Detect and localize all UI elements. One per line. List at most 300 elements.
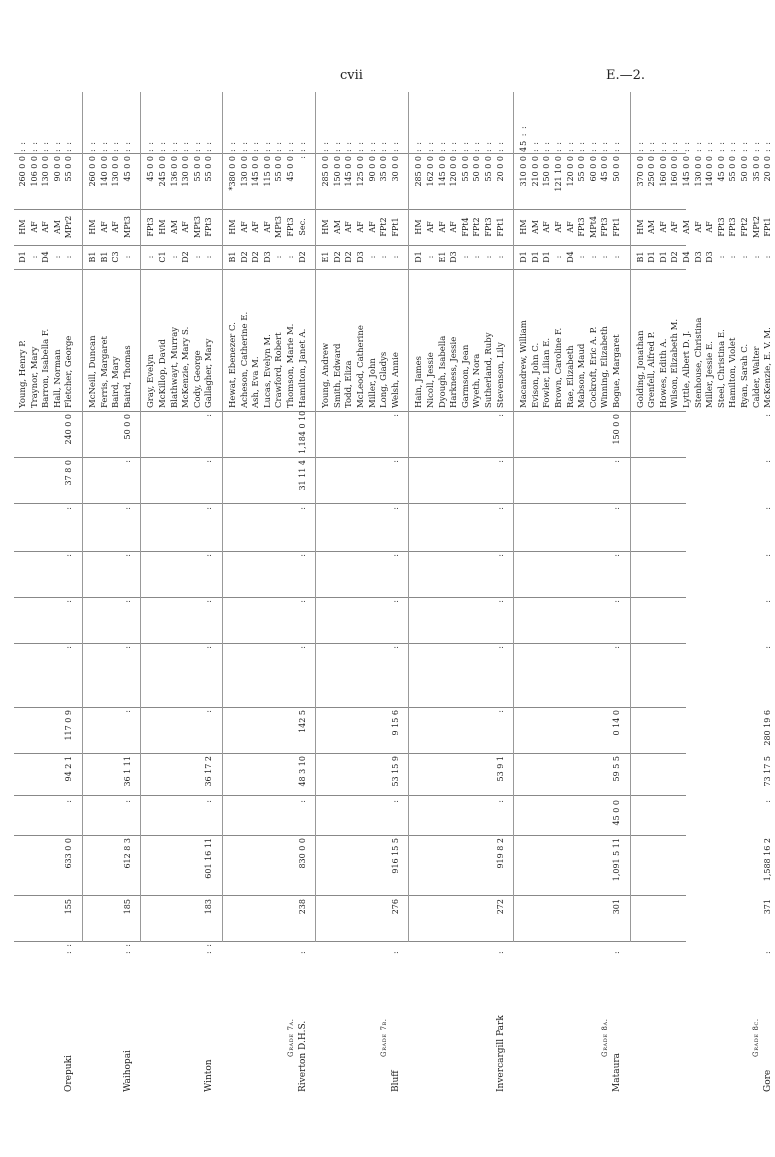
allowance-cell: : : (379, 141, 389, 152)
salary-cell: 45 0 0 (716, 156, 726, 182)
staff-row (449, 92, 461, 1092)
value-cell: : (297, 646, 307, 649)
value-cell: 73 17 5 (763, 756, 773, 787)
salary-cell: 45 0 0 (600, 156, 610, 182)
staff-name: Bogue, Margaret (611, 334, 622, 408)
position-cell: FPt2 (472, 217, 482, 237)
certificate-cell: D3 (705, 251, 715, 263)
staff-row (728, 92, 740, 1092)
staff-row (158, 92, 170, 1092)
position-cell: MPt2 (751, 216, 761, 238)
value-cell: 9 15 6 (390, 710, 400, 736)
staff-row (170, 92, 182, 1092)
staff-row (379, 92, 391, 1092)
salary-cell: 20 0 0 (763, 156, 773, 182)
staff-row (636, 92, 648, 1092)
school-name: Riverton D.H.S. (297, 1020, 308, 1092)
staff-name: Long, Gladys (379, 351, 390, 408)
staff-name: Steel, Christina E. (716, 329, 727, 408)
certificate-cell: B1 (635, 251, 645, 263)
value-cell: : (204, 710, 214, 713)
salary-cell: 125 0 0 (355, 156, 365, 187)
salary-cell: 121 10 0 (553, 156, 563, 192)
value-cell: : (64, 646, 74, 649)
staff-name: Dyough, Isabella (437, 335, 448, 408)
salary-cell: 140 0 0 (99, 156, 109, 187)
certificate-cell: D3 (693, 251, 703, 263)
value-cell: 238 (297, 899, 307, 915)
value-cell: 919 8 2 (495, 838, 505, 869)
staff-name: Ash, Eva M. (251, 356, 262, 408)
section-divider (82, 92, 83, 942)
salary-cell: *380 0 0 (228, 156, 237, 191)
leader-dots: : (495, 950, 505, 954)
leader-dots: : : (64, 943, 74, 954)
staff-row (228, 92, 240, 1092)
staff-name: Baird, Thomas (122, 345, 133, 408)
value-cell: 1,588 16 2 (763, 838, 773, 882)
salary-cell: 370 0 0 (635, 156, 645, 187)
allowance-cell: : : (542, 141, 552, 152)
allowance-cell: : : (169, 141, 179, 152)
position-cell: AF (449, 221, 459, 233)
staff-row (670, 92, 682, 1092)
value-cell: 31 11 4 (297, 460, 307, 491)
position-cell: AF (111, 221, 121, 233)
staff-row (531, 92, 543, 1092)
value-cell: : (122, 710, 132, 713)
staff-name: Macandrew, William (519, 320, 530, 408)
certificate-cell: : (588, 255, 598, 259)
position-cell: HM (157, 219, 167, 235)
staff-name: Calder, Walter (751, 346, 762, 408)
value-cell: 0 14 0 (611, 710, 621, 736)
position-cell: FPt1 (763, 217, 773, 237)
staff-row (146, 92, 158, 1092)
certificate-cell: : (425, 255, 435, 259)
allowance-cell: : : (611, 141, 621, 152)
school-name: Gore (763, 1069, 774, 1092)
value-cell: : (611, 460, 621, 463)
value-cell: : (64, 554, 74, 557)
certificate-cell: : (286, 255, 295, 259)
section-divider (513, 92, 514, 942)
staff-row (181, 92, 193, 1092)
staff-row (554, 92, 566, 1092)
value-cell: 272 (495, 899, 505, 915)
value-cell: : (297, 507, 307, 510)
position-cell: AF (425, 221, 435, 233)
salary-cell: 140 0 0 (705, 156, 715, 187)
allowance-cell: : : (460, 141, 470, 152)
certificate-cell: D4 (681, 251, 691, 263)
value-cell: 94 2 1 (64, 756, 74, 782)
staff-name: Rae, Elizabeth (565, 345, 576, 408)
school-name: Orepuki (64, 1055, 75, 1092)
certificate-cell: B1 (99, 251, 109, 263)
position-cell: AF (565, 221, 575, 233)
allowance-cell: : : (530, 141, 540, 152)
staff-row (438, 92, 450, 1092)
allowance-cell: : : (355, 141, 365, 152)
staff-row (64, 92, 76, 1092)
salary-cell: 115 0 0 (262, 156, 272, 187)
salary-cell: 45 0 0 (146, 156, 156, 182)
leader-dots: : : (122, 943, 132, 954)
salary-cell: 130 0 0 (239, 156, 249, 187)
allowance-cell: : : (204, 141, 214, 152)
value-cell: : (611, 600, 621, 603)
staff-name: Golding, Jonathan (635, 330, 646, 408)
certificate-cell: E1 (437, 251, 447, 263)
position-cell: AF (658, 221, 668, 233)
staff-row (344, 92, 356, 1092)
certificate-cell: : (600, 255, 610, 259)
leader-dots: : (390, 950, 400, 954)
value-cell: 185 (122, 899, 132, 915)
allowance-cell: : : (763, 141, 773, 152)
staff-name: Miller, John (367, 358, 378, 408)
position-cell: AM (169, 220, 179, 234)
salary-cell: 35 0 0 (379, 156, 389, 182)
position-cell: AF (262, 221, 272, 233)
section-divider (630, 92, 631, 942)
allowance-cell: : : (181, 141, 191, 152)
staff-row (18, 92, 30, 1092)
staff-name: Wilson, Elizabeth M. (670, 318, 681, 408)
value-cell: 45 0 0 (611, 800, 621, 826)
allowance-cell: : : (344, 141, 354, 152)
school-name: Mataura (611, 1052, 622, 1092)
salary-cell: 50 0 0 (739, 156, 749, 182)
salary-cell: 50 0 0 (611, 156, 621, 182)
allowance-cell: : : (18, 141, 27, 152)
staff-name: Ryan, Sarah C. (739, 343, 750, 408)
allowance-cell: : : (228, 141, 237, 152)
salary-cell: 60 0 0 (588, 156, 598, 182)
staff-name: Hewat, Ebenezer C. (228, 322, 238, 408)
value-cell: 155 (64, 899, 74, 915)
salary-cell: 285 0 0 (414, 156, 424, 187)
staff-row (542, 92, 554, 1092)
allowance-cell: : : (728, 141, 738, 152)
position-cell: AF (41, 221, 51, 233)
salary-cell: 210 0 0 (530, 156, 540, 187)
staff-name: Thomson, Marie M. (286, 323, 296, 408)
certificate-cell: : (553, 255, 563, 259)
position-cell: FPt1 (390, 217, 400, 237)
value-cell: : (495, 710, 505, 713)
position-cell: AF (553, 221, 563, 233)
staff-name: Mabson, Maud (577, 343, 588, 408)
value-cell: 830 0 0 (297, 838, 307, 869)
allowance-cell: : : (437, 141, 447, 152)
allowance-cell: : : (565, 141, 575, 152)
staff-row (204, 92, 216, 1092)
staff-name: Lucas, Evelyn M. (262, 334, 273, 408)
certificate-cell: D1 (18, 251, 27, 263)
staff-name: Grenfell, Alfred P. (647, 331, 658, 408)
leader-dots: : (297, 950, 307, 954)
certificate-cell: D2 (181, 251, 191, 263)
staff-row (123, 92, 135, 1092)
value-cell: : (495, 414, 505, 417)
allowance-cell: : : (239, 141, 249, 152)
certificate-cell: : (192, 255, 202, 259)
value-cell: 301 (611, 899, 621, 915)
value-cell: : (763, 800, 773, 803)
position-cell: HM (18, 219, 27, 235)
value-cell: : (390, 646, 400, 649)
certificate-cell: : (29, 255, 39, 259)
salary-cell: 130 0 0 (41, 156, 51, 187)
staff-row (612, 92, 624, 1092)
certificate-cell: : (64, 255, 74, 259)
staff-name: McKenzie, Mary S. (181, 326, 192, 408)
value-cell: : (495, 507, 505, 510)
leader-dots: : (611, 950, 621, 954)
value-cell: 117 0 9 (64, 710, 74, 741)
salary-cell: 55 0 0 (483, 156, 493, 182)
value-cell: 601 16 11 (204, 838, 214, 879)
value-cell: 612 8 3 (122, 838, 132, 869)
certificate-cell: B1 (88, 251, 97, 263)
staff-name: Young, Henry P. (18, 340, 28, 408)
position-cell: AF (437, 221, 447, 233)
staff-name: Nicoll, Jessie (425, 352, 436, 408)
staff-row (647, 92, 659, 1092)
certificate-cell: : (728, 255, 738, 259)
certificate-cell: : (274, 255, 284, 259)
certificate-cell: : (146, 255, 156, 259)
position-cell: AF (705, 221, 715, 233)
certificate-cell: : (460, 255, 470, 259)
staff-name: Howes, Edith A. (658, 338, 669, 408)
staff-row (333, 92, 345, 1092)
staff-name: Todd, Eliza (344, 360, 355, 408)
allowance-cell: : : (449, 141, 459, 152)
staff-name: Wyeth, Nora (472, 353, 483, 408)
salary-cell: 310 0 0 (519, 156, 529, 187)
value-cell: : (122, 646, 132, 649)
salary-cell: 250 0 0 (647, 156, 657, 187)
staff-row (193, 92, 205, 1092)
salary-cell: 55 0 0 (460, 156, 470, 182)
rotated-schools-table (14, 92, 774, 1092)
allowance-cell: : : (29, 141, 39, 152)
allowance-cell: : : (635, 141, 645, 152)
value-cell: 183 (204, 899, 214, 915)
value-cell: : (204, 800, 214, 803)
allowance-cell: : : (157, 141, 167, 152)
value-cell: 37 8 0 (64, 460, 74, 486)
value-cell: : (495, 600, 505, 603)
value-cell: : (763, 507, 773, 510)
allowance-cell: : : (41, 141, 51, 152)
salary-cell: 55 0 0 (274, 156, 284, 182)
staff-row (274, 92, 286, 1092)
certificate-cell: C1 (157, 251, 167, 263)
value-cell: 371 (763, 899, 773, 915)
position-cell: FPt1 (611, 217, 621, 237)
value-cell: 916 15 5 (390, 838, 400, 874)
position-cell: HM (228, 219, 237, 235)
value-cell: : (204, 460, 214, 463)
staff-name: Traynor, Mary (29, 346, 40, 408)
value-cell: 1,091 5 11 (611, 838, 621, 882)
position-cell: MPt3 (192, 216, 202, 238)
value-cell: : (611, 646, 621, 649)
staff-name: Hall, Norman (52, 349, 63, 408)
certificate-cell: D2 (670, 251, 680, 263)
school-section (414, 92, 507, 1092)
allowance-cell: : : (647, 141, 657, 152)
certificate-cell: : (472, 255, 482, 259)
staff-row (659, 92, 671, 1092)
paper-code: E.—2. (606, 68, 646, 83)
position-cell: FPt3 (286, 217, 295, 237)
value-cell: 59 5 5 (611, 756, 621, 782)
certificate-cell: D4 (41, 251, 51, 263)
allowance-cell: : : (321, 141, 331, 152)
value-cell: : (297, 554, 307, 557)
salary-cell: 160 0 0 (670, 156, 680, 187)
grade-label: Grade 7a. (286, 1018, 295, 1057)
allowance-cell: : : (64, 141, 74, 152)
staff-row (705, 92, 717, 1092)
allowance-cell: : : (425, 141, 435, 152)
certificate-cell: D1 (519, 251, 529, 263)
salary-cell: 55 0 0 (64, 156, 74, 182)
position-cell: HM (414, 219, 424, 235)
staff-name: Young, Andrew (321, 342, 332, 408)
value-cell: : (204, 600, 214, 603)
value-cell: : (611, 554, 621, 557)
position-cell: AF (367, 221, 377, 233)
staff-name: Gray, Evelyn (146, 353, 157, 408)
staff-row (682, 92, 694, 1092)
position-cell: AF (344, 221, 354, 233)
staff-row (484, 92, 496, 1092)
staff-row (391, 92, 403, 1092)
allowance-cell: : : (332, 141, 342, 152)
staff-name: Fletcher, George (64, 335, 75, 408)
certificate-cell: : (390, 255, 400, 259)
position-cell: AF (181, 221, 191, 233)
school-name: Bluff (390, 1070, 401, 1092)
allowance-cell: : : (693, 141, 703, 152)
salary-cell: 90 0 0 (367, 156, 377, 182)
salary-cell: 260 0 0 (88, 156, 97, 187)
position-cell: AM (332, 220, 342, 234)
staff-row (368, 92, 380, 1092)
certificate-cell: D3 (262, 251, 272, 263)
value-cell: : (122, 554, 132, 557)
allowance-cell: : : (577, 141, 587, 152)
allowance-cell: : : (122, 141, 132, 152)
value-cell: : (390, 414, 400, 417)
position-cell: FPt2 (739, 217, 749, 237)
value-cell: : (122, 507, 132, 510)
certificate-cell: : (379, 255, 389, 259)
position-cell: MPr2 (64, 215, 74, 239)
position-cell: FPt3 (483, 217, 493, 237)
position-cell: AF (29, 221, 39, 233)
value-cell: 36 1 11 (122, 756, 132, 787)
salary-cell: 136 0 0 (169, 156, 179, 187)
school-section (18, 92, 76, 1092)
value-cell: : (297, 600, 307, 603)
staff-name: Sutherland, Ruby (483, 332, 494, 408)
certificate-cell: D3 (449, 251, 459, 263)
allowance-cell: : : (553, 141, 563, 152)
salary-cell: 120 0 0 (449, 156, 459, 187)
section-divider (408, 92, 409, 942)
salary-cell: 145 0 0 (344, 156, 354, 187)
staff-row (496, 92, 508, 1092)
staff-row (763, 92, 775, 1092)
allowance-cell: : : (367, 141, 377, 152)
value-cell: : (495, 646, 505, 649)
staff-name: McLeod, Catherine (355, 325, 366, 408)
certificate-cell: D3 (355, 251, 365, 263)
staff-name: Winning, Elizabeth (600, 326, 611, 408)
staff-name: Cockroft, Eric A. P. (588, 326, 599, 408)
certificate-cell: D2 (251, 251, 261, 263)
staff-row (414, 92, 426, 1092)
allowance-cell: : : (705, 141, 715, 152)
salary-cell: 150 0 0 (332, 156, 342, 187)
allowance-cell: : : (286, 141, 295, 152)
salary-cell: 55 0 0 (728, 156, 738, 182)
salary-cell: 130 0 0 (693, 156, 703, 187)
value-cell: 36 17 2 (204, 756, 214, 787)
staff-name: Brown, Caroline F. (553, 327, 564, 408)
position-cell: AF (542, 221, 552, 233)
salary-cell: 50 0 0 (472, 156, 482, 182)
value-cell: 142 5 (297, 710, 307, 733)
staff-name: Miller, Jessie E. (705, 341, 716, 408)
staff-row (519, 92, 531, 1092)
staff-row (240, 92, 252, 1092)
staff-name: McNeill, Duncan (88, 335, 98, 408)
certificate-cell: D4 (565, 251, 575, 263)
allowance-cell: : : (390, 141, 400, 152)
staff-row (577, 92, 589, 1092)
value-cell: : (204, 414, 214, 417)
allowance-cell: : : (52, 141, 62, 152)
staff-name: Lyttle, Albert D. J. (681, 330, 692, 408)
allowance-cell: : : (297, 141, 307, 152)
position-cell: AF (99, 221, 109, 233)
value-cell: 280 19 6 (763, 710, 773, 746)
position-cell: HM (321, 219, 331, 235)
certificate-cell: : (483, 255, 493, 259)
allowance-cell: : : (99, 141, 109, 152)
staff-row (600, 92, 612, 1092)
staff-name: McKillop, David (157, 339, 168, 408)
staff-name: Welsh, Annie (390, 352, 401, 408)
allowance-cell: : : (681, 141, 691, 152)
allowance-cell: : : (600, 141, 610, 152)
salary-cell: 30 0 0 (390, 156, 400, 182)
salary-cell: 145 0 0 (681, 156, 691, 187)
allowance-cell: : : (658, 141, 668, 152)
value-cell: : (122, 800, 132, 803)
staff-row (589, 92, 601, 1092)
certificate-cell: D1 (542, 251, 552, 263)
staff-name: Harkness, Jessie (449, 336, 460, 408)
